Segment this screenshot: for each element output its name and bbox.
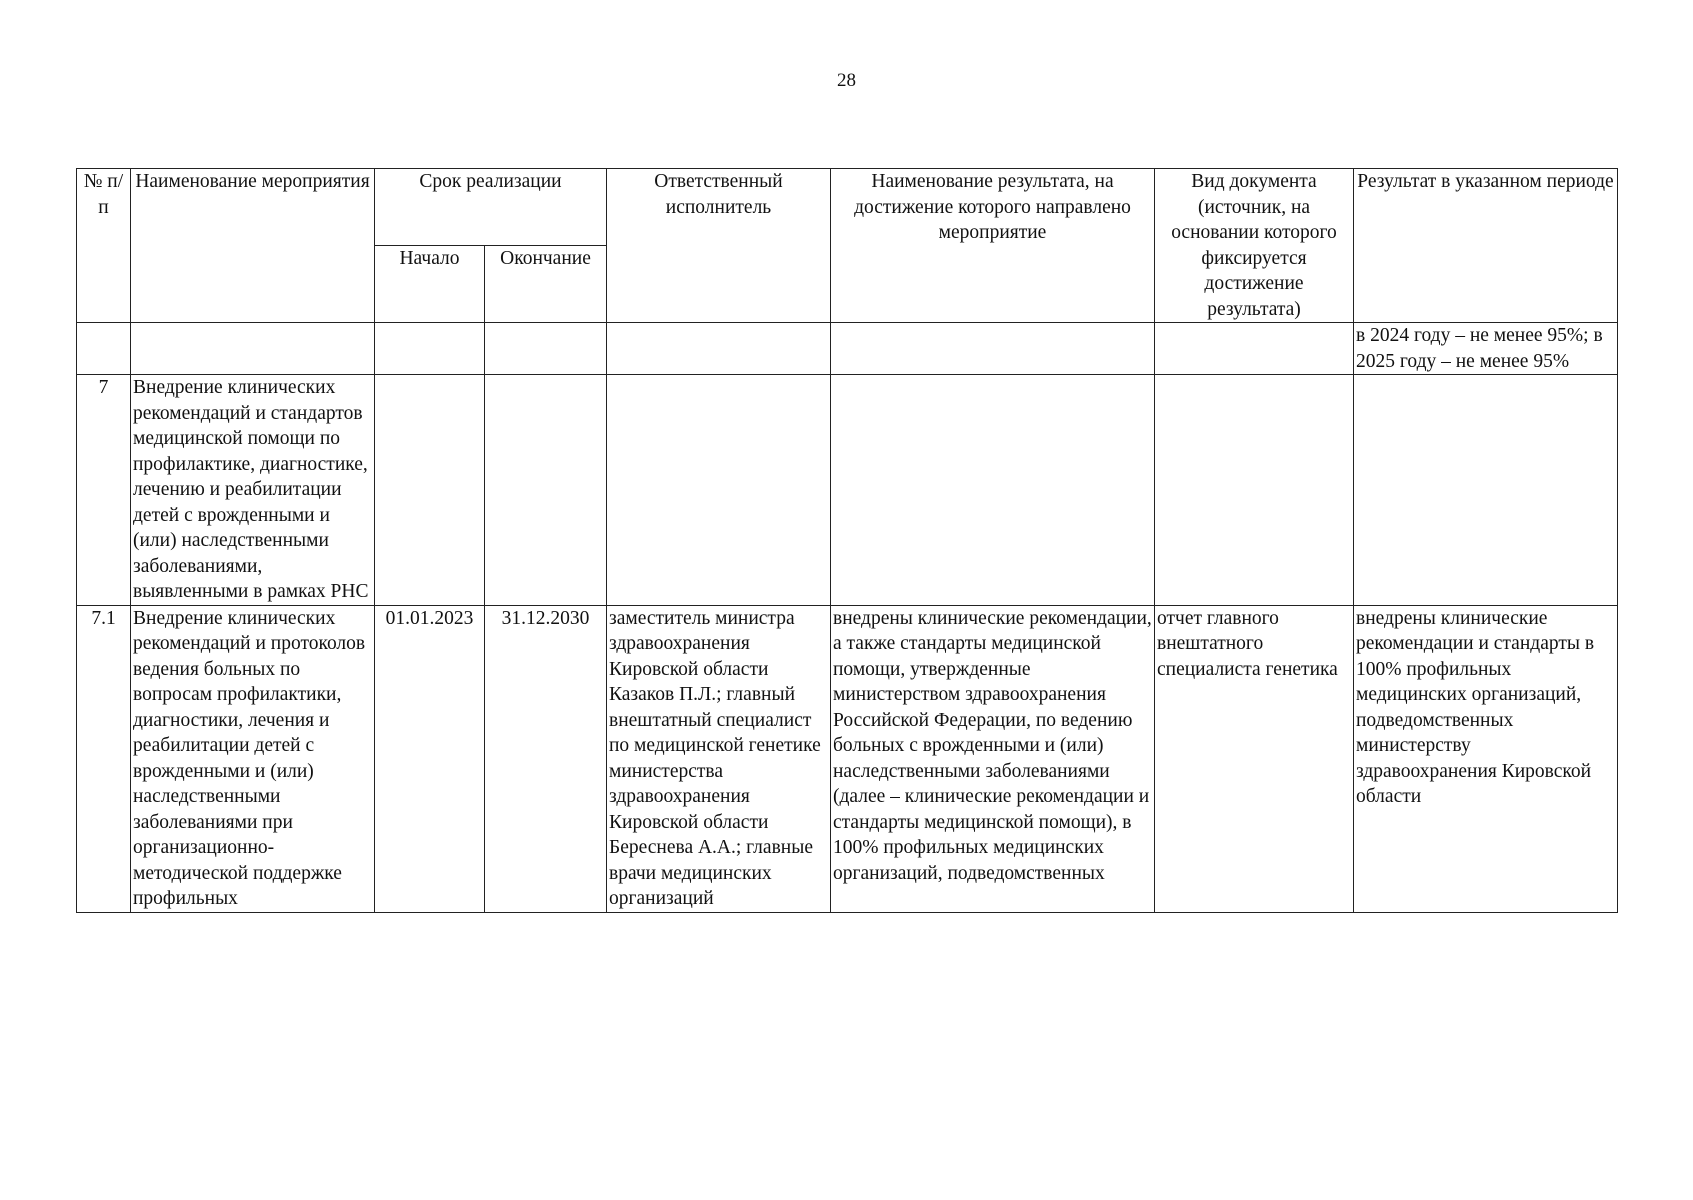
row-responsible [607, 323, 831, 375]
table-row [77, 605, 1618, 912]
header-result: Результат в указанном периоде [1354, 169, 1618, 323]
row-start [375, 323, 485, 375]
header-end: Окончание [485, 246, 607, 323]
measures-table [76, 168, 1618, 913]
row-doc-type [1155, 323, 1354, 375]
header-result-name: Наименование результата, на достижение которого направлено мероприятие [831, 169, 1155, 323]
row-result [1354, 375, 1618, 606]
row-responsible: заместитель министра здравоохранения Кировской области Казаков П.Л.; главный внештатный специалист по медицинской генетике министерства здравоохранения Кировской области Береснева А.А.; главные врачи медицинских организаций [607, 605, 831, 912]
header-responsible: Ответственный исполнитель [607, 169, 831, 323]
row-name [131, 323, 375, 375]
header-doc-type: Вид документа (источник, на основании которого фиксируется достижение результата) [1155, 169, 1354, 323]
row-end [485, 323, 607, 375]
row-result: в 2024 году – не менее 95%; в 2025 году – не менее 95% [1354, 323, 1618, 375]
header-row-1 [77, 169, 1618, 246]
header-num: № п/п [77, 169, 131, 323]
row-result-name [831, 323, 1155, 375]
row-end: 31.12.2030 [485, 605, 607, 912]
row-result: внедрены клинические рекомендации и стандарты в 100% профильных медицинских организаций, подведомственных министерству здравоохранения Кировской области [1354, 605, 1618, 912]
header-name: Наименование мероприятия [131, 169, 375, 323]
header-start: Начало [375, 246, 485, 323]
row-end [485, 375, 607, 606]
row-doc-type: отчет главного внештатного специалиста генетика [1155, 605, 1354, 912]
row-num: 7 [77, 375, 131, 606]
row-result-name: внедрены клинические рекомендации, а также стандарты медицинской помощи, утвержденные министерством здравоохранения Российской Федерации, по ведению больных с врожденными и (или) наследственными заболеваниями (далее – клинические рекомендации и стандарты медицинской помощи), в 100% профильных медицинских организаций, подведомственных [831, 605, 1155, 912]
row-start: 01.01.2023 [375, 605, 485, 912]
row-start [375, 375, 485, 606]
row-num: 7.1 [77, 605, 131, 912]
row-num [77, 323, 131, 375]
table-row [77, 375, 1618, 606]
row-name: Внедрение клинических рекомендаций и протоколов ведения больных по вопросам профилактики, диагностики, лечения и реабилитации детей с врожденными и (или) наследственными заболеваниями при организационно-методической поддержке профильных [131, 605, 375, 912]
header-period: Срок реализации [375, 169, 607, 246]
page-number: 28 [837, 70, 856, 91]
row-doc-type [1155, 375, 1354, 606]
row-result-name [831, 375, 1155, 606]
table-row [77, 323, 1618, 375]
row-name: Внедрение клинических рекомендаций и стандартов медицинской помощи по профилактике, диагностике, лечению и реабилитации детей с врожденными и (или) наследственными заболеваниями, выявленными в рамках РНС [131, 375, 375, 606]
row-responsible [607, 375, 831, 606]
